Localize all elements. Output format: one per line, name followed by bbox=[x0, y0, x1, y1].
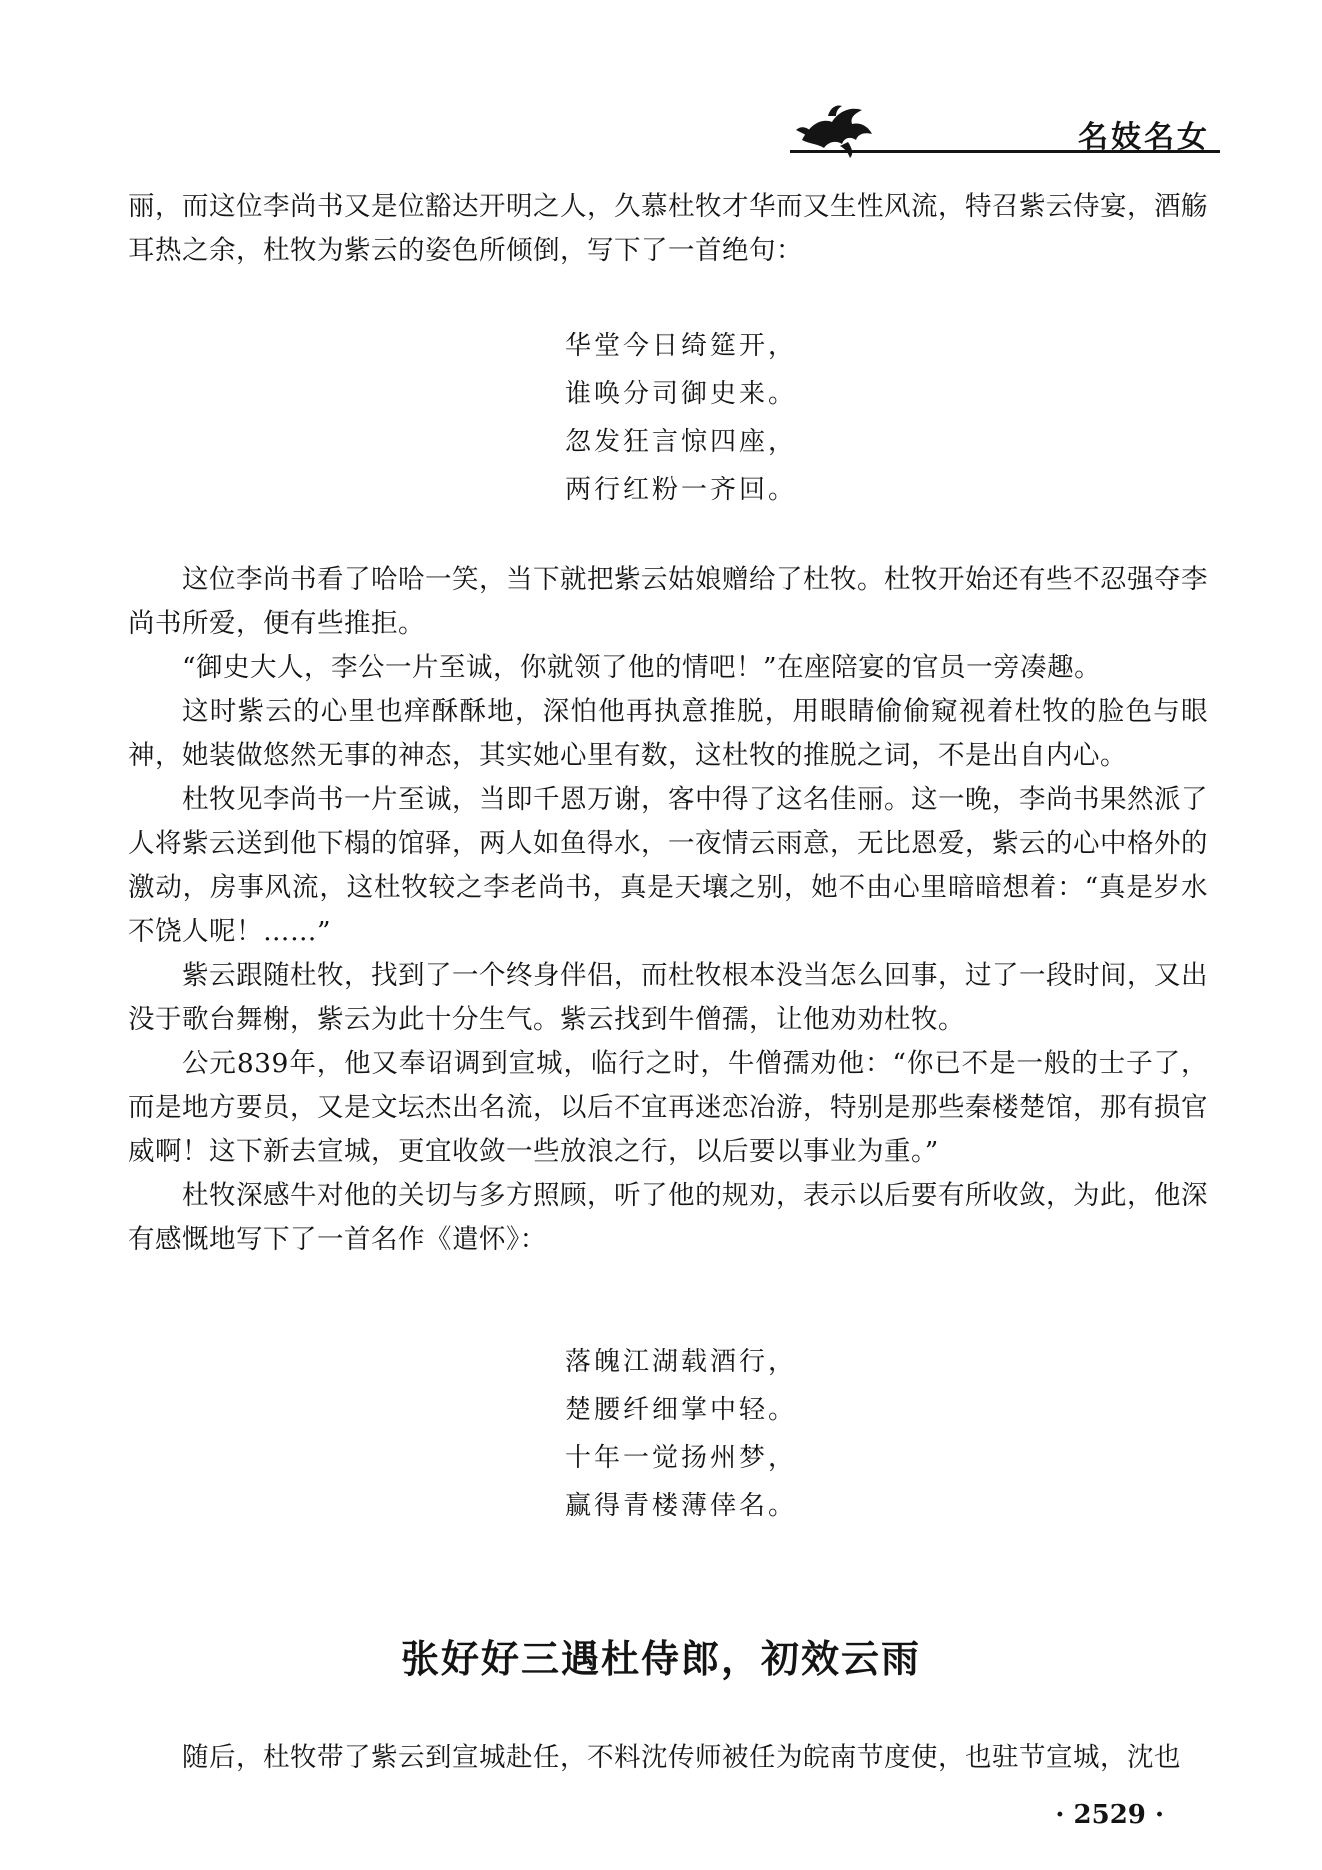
header-rule bbox=[790, 150, 1220, 153]
poem-line: 落魄江湖载酒行， bbox=[565, 1347, 798, 1377]
paragraph: 紫云跟随杜牧，找到了一个终身伴侣，而杜牧根本没当怎么回事，过了一段时间，又出没于歌台舞榭，紫云为此十分生气。紫云找到牛僧孺，让他劝劝杜牧。 bbox=[128, 960, 1208, 1035]
paragraph: 这位李尚书看了哈哈一笑，当下就把紫云姑娘赠给了杜牧。杜牧开始还有些不忍强夺李尚书所爱，便有些推拒。 bbox=[128, 564, 1208, 639]
paragraph: 杜牧见李尚书一片至诚，当即千恩万谢，客中得了这名佳丽。这一晚，李尚书果然派了人将紫云送到他下榻的馆驿，两人如鱼得水，一夜情云雨意，无比恩爱，紫云的心中格外的激动，房事风流，这杜牧较之李老尚书，真是天壤之别，她不由心里暗暗想着：“真是岁水不饶人呢！……” bbox=[128, 784, 1208, 947]
poem-1 bbox=[565, 322, 797, 514]
running-header bbox=[0, 96, 1322, 166]
poem-line: 十年一觉扬州梦， bbox=[565, 1443, 798, 1473]
page-number: · 2529 · bbox=[1055, 1800, 1164, 1830]
header-title: 名妓名女 bbox=[1078, 120, 1210, 155]
paragraph: 随后，杜牧带了紫云到宣城赴任，不料沈传师被任为皖南节度使，也驻节宣城，沈也 bbox=[182, 1742, 1181, 1773]
section-heading: 张好好三遇杜侍郎，初效云雨 bbox=[400, 1637, 921, 1681]
paragraph: “御史大人，李公一片至诚，你就领了他的情吧！”在座陪宴的官员一旁凑趣。 bbox=[182, 652, 1102, 683]
poem-line: 忽发狂言惊四座， bbox=[565, 427, 798, 457]
dragon-emblem-icon bbox=[788, 96, 884, 164]
paragraph: 公元839年，他又奉诏调到宣城，临行之时，牛僧孺劝他：“你已不是一般的士子了，而是地方要员，又是文坛杰出名流，以后不宜再迷恋冶游，特别是那些秦楼楚馆，那有损官威啊！这下新去宣城，更宜收敛一些放浪之行，以后要以事业为重。” bbox=[128, 1048, 1208, 1167]
poem-line: 楚腰纤细掌中轻。 bbox=[565, 1395, 798, 1425]
closing-text-block bbox=[128, 1736, 1208, 1780]
paragraph: 这时紫云的心里也痒酥酥地，深怕他再执意推脱，用眼睛偷偷窥视着杜牧的脸色与眼神，她装做悠然无事的神态，其实她心里有数，这杜牧的推脱之词，不是出自内心。 bbox=[128, 696, 1208, 771]
poem-line: 华堂今日绮筵开， bbox=[565, 331, 798, 361]
poem-line: 两行红粉一齐回。 bbox=[565, 475, 798, 505]
poem-line: 赢得青楼薄倖名。 bbox=[565, 1491, 798, 1521]
paragraph: 杜牧深感牛对他的关切与多方照顾，听了他的规劝，表示以后要有所收敛，为此，他深有感慨地写下了一首名作《遣怀》： bbox=[128, 1180, 1208, 1255]
poem-2 bbox=[565, 1338, 797, 1530]
poem-line: 谁唤分司御史来。 bbox=[565, 379, 798, 409]
paragraph: 丽，而这位李尚书又是位豁达开明之人，久慕杜牧才华而又生性风流，特召紫云侍宴，酒觞耳热之余，杜牧为紫云的姿色所倾倒，写下了一首绝句： bbox=[128, 191, 1208, 266]
intro-block bbox=[128, 185, 1208, 273]
main-text-block bbox=[128, 558, 1208, 1262]
